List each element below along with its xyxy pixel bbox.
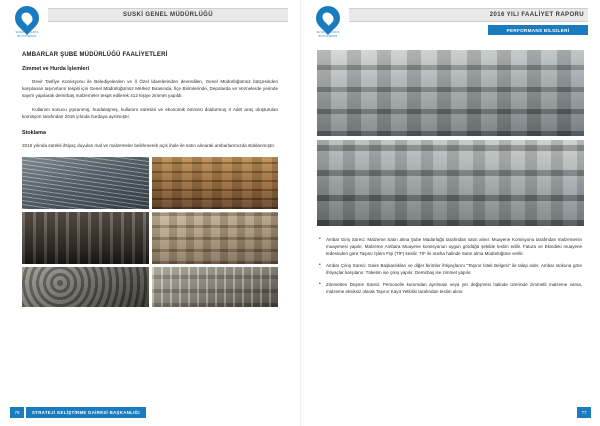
header-title: SUSKİ GENEL MÜDÜRLÜĞÜ bbox=[123, 12, 213, 18]
photo-warehouse-shelves bbox=[152, 157, 279, 209]
page-number-left: 76 bbox=[10, 407, 24, 418]
right-photo-grid bbox=[301, 50, 600, 226]
photo-valves-fittings bbox=[22, 267, 149, 307]
footer-label-left: STRATEJİ GELİŞTİRME DAİRESİ BAŞKANLIĞI bbox=[26, 407, 146, 418]
header-title-box-right bbox=[349, 8, 588, 22]
stock-title: Stoklama bbox=[22, 130, 46, 137]
right-page-header bbox=[301, 0, 600, 42]
right-page bbox=[300, 0, 600, 426]
paragraph-1: Devir Tasfiye Komisyonu ile Belediyelerden ve İl Özel İdarelerinden devredilen, Genel Müdürlüğümüz bütçesinden karşılanan taşınırların tespiti için Genel Müdürlüğümüz Merkez Birasında, İlçe Birimlerinde, Depolarda ve Veznelerde yerinde sayım yapılarak demirbaş malzemeler tespit edilerek 412 kişiye zimmet yapıldı. bbox=[22, 79, 278, 99]
left-photo-grid bbox=[0, 157, 300, 307]
photo-pipes-stacked bbox=[22, 157, 149, 209]
left-page-footer bbox=[0, 406, 300, 418]
suski-logo-icon bbox=[12, 6, 42, 40]
bullet-zimmetten-dusme: • Zimmetten Düşme Süreci: Personelin kurumdan ayrılması veya yer değişmesi halinde üzerinde zimmetli malzeme varsa, malzeme eksiksiz olarak Taşınır Kayıt Yetkilisi tarafından teslim alınır. bbox=[319, 281, 582, 295]
page-number-right: 77 bbox=[577, 407, 591, 418]
bullet-ambar-cikis: • Ambar Çıkış Süreci: Daire Başkanlıkları ve diğer birimler ihtiyaçlarını "Taşınır İstek Belgesi" ile talep eder. Ambar stokuna göre ihtiyaçlar karşılanır. Tüketim ise çıkış yapılır. Demirbaş ise zimmet yapılır. bbox=[319, 262, 582, 276]
photo-boxed-materials bbox=[152, 212, 279, 264]
photo-warehouse-aisle-bottom bbox=[317, 140, 584, 226]
header-title-box bbox=[48, 8, 288, 22]
water-drop-icon-right bbox=[311, 1, 345, 35]
water-drop-icon bbox=[10, 1, 44, 35]
process-bullet-list bbox=[301, 236, 600, 295]
left-page-header bbox=[0, 0, 300, 42]
stock-paragraph: 2016 yılında sürekli ihtiyaç duyulan mal ve malzemeler belirlenerek açık ihale ile satın alınarak ambarlarımızda stoklanmıştır. bbox=[22, 143, 276, 149]
header-bar-right bbox=[349, 8, 588, 35]
photo-dark-storage-room bbox=[22, 212, 149, 264]
section-title: AMBARLAR ŞUBE MÜDÜRLÜĞÜ FAALİYETLERİ bbox=[22, 52, 168, 58]
header-title-right: 2016 YILI FAALİYET RAPORU bbox=[489, 12, 584, 18]
right-page-footer bbox=[301, 406, 600, 418]
header-bar bbox=[48, 8, 288, 22]
logo-caption-right: SUSKİ SAKARYA BÜYÜKŞEHİR bbox=[316, 31, 340, 38]
header-subtitle-badge bbox=[488, 25, 588, 35]
paragraph-2: Kullanım sonucu yıpranmış, hurdalaşmış, kullanım süresini ve ekonomik ömrünü doldurmuş 4 Adet araç oluşturulan komisyon tarafından 2016 yılında hurdaya ayrılmıştır. bbox=[22, 106, 278, 119]
bullet-ambar-giris: • Ambar Giriş Süreci: Malzeme Satın alma Şube Müdürlüğü tarafından satın alınır. Muayene Komisyonu tarafından malzemenin muayenesi yapılır. Malzeme Ambara Muayene komisyonun uygun gördüğü şekilde teslim edilir. Fatura ve Ekindeki muayene tedesinden göre Taşınır İşlem Fişi (TİF) kesilir. TİF iki nüsha halinde Satın alma Müdürlüğüne verilir. bbox=[319, 236, 582, 257]
subsection-title: Zimmet ve Hurda İşlemleri bbox=[22, 66, 90, 72]
left-page-body bbox=[0, 52, 300, 149]
photo-warehouse-aisle-top bbox=[317, 50, 584, 136]
header-subtitle-text: PERFORMANS BİLGİLERİ bbox=[506, 27, 570, 33]
logo-caption: SUSKİ SAKARYA BÜYÜKŞEHİR bbox=[15, 31, 39, 38]
suski-logo-icon-right bbox=[313, 6, 343, 40]
photo-depot-interior bbox=[152, 267, 279, 307]
